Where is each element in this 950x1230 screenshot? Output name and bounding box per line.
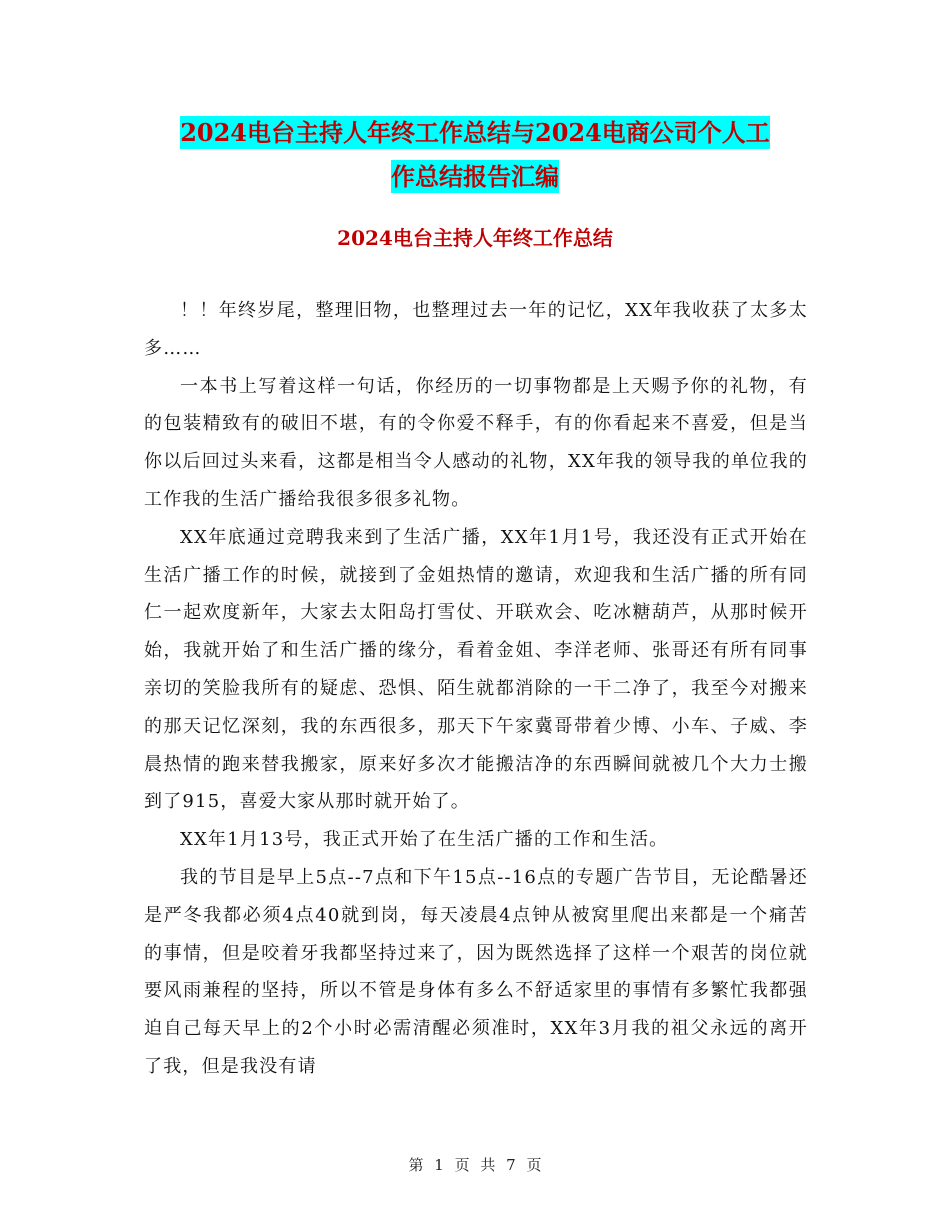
paragraph: ！！年终岁尾，整理旧物，也整理过去一年的记忆，XX年我收获了太多太多……	[144, 300, 808, 359]
title-highlight-1: 2024电台主持人年终工作总结与2024电商公司个人工	[180, 118, 770, 147]
paragraph: 一本书上写着这样一句话，你经历的一切事物都是上天赐予你的礼物，有的包装精致有的破旧不堪，有的令你爱不释手，有的你看起来不喜爱，但是当你以后回过头来看，这都是相当令人感动的礼物，XX年我的领导我的单位我的工作我的生活广播给我很多很多礼物。	[144, 375, 808, 510]
page-footer: 第 1 页 共 7 页	[408, 1156, 542, 1174]
document-body	[144, 292, 808, 1086]
paragraph: XX年1月13号，我正式开始了在生活广播的工作和生活。	[180, 829, 669, 851]
paragraph: XX年底通过竞聘我来到了生活广播，XX年1月1号，我还没有正式开始在生活广播工作的时候，就接到了金姐热情的邀请，欢迎我和生活广播的所有同仁一起欢度新年，大家去太阳岛打雪仗、开联欢会、吃冰糖葫芦，从那时候开始，我就开始了和生活广播的缘分，看着金姐、李洋老师、张哥还有所有同事亲切的笑脸我所有的疑虑、恐惧、陌生就都消除的一干二净了，我至今对搬来的那天记忆深刻，我的东西很多，那天下午家冀哥带着少博、小车、子威、李晨热情的跑来替我搬家，原来好多次才能搬洁净的东西瞬间就被几个大力士搬到了915，喜爱大家从那时就开始了。	[144, 526, 808, 813]
section-title: 2024电台主持人年终工作总结	[337, 226, 613, 250]
paragraph: 我的节目是早上5点--7点和下午15点--16点的专题广告节目，无论酷暑还是严冬我都必须4点40就到岗，每天凌晨4点钟从被窝里爬出来都是一个痛苦的事情，但是咬着牙我都坚持过来了，因为既然选择了这样一个艰苦的岗位就要风雨兼程的坚持，所以不管是身体有多么不舒适家里的事情有多繁忙我都强迫自己每天早上的2个小时必需清醒必须准时，XX年3月我的祖父永远的离开了我，但是我没有请	[144, 866, 808, 1077]
document-title-line-2	[0, 157, 950, 192]
document-title-line-1	[0, 113, 950, 148]
title-highlight-2: 作总结报告汇编	[391, 162, 559, 191]
